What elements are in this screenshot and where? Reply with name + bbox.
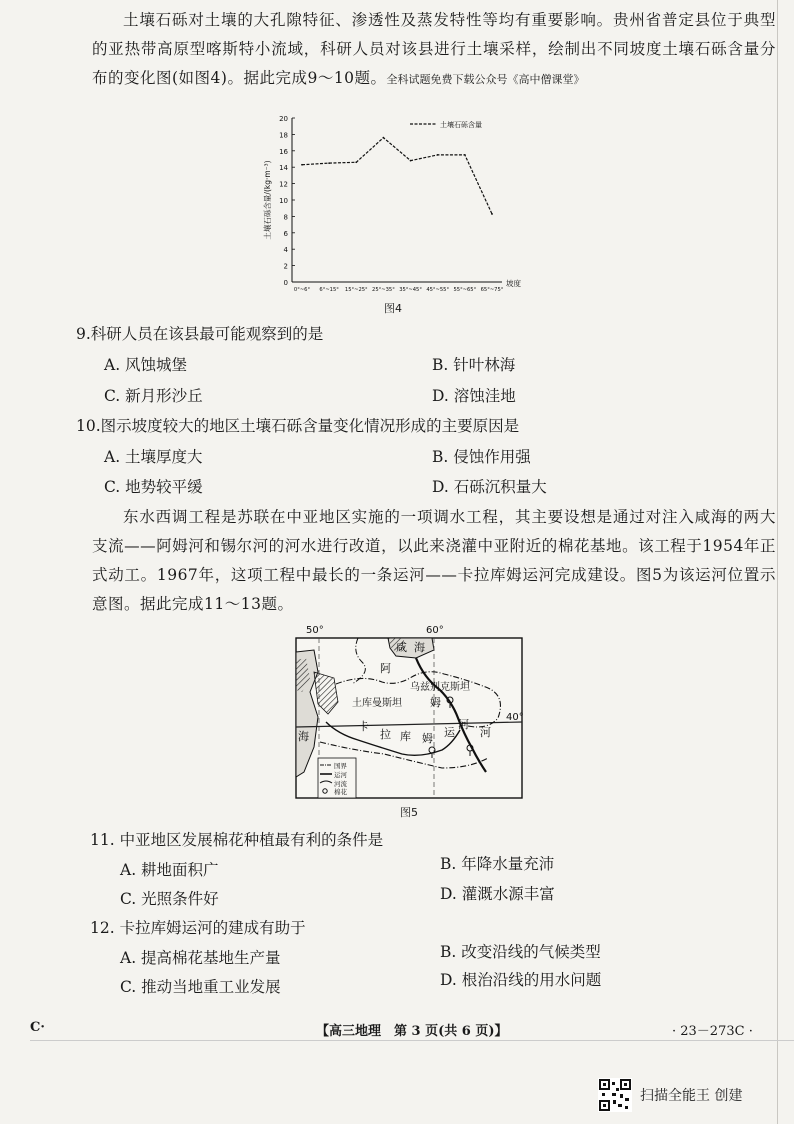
y-tick-label-3: 6 <box>283 229 288 238</box>
label-canal-5: 运 <box>444 726 455 739</box>
q9-option-d[interactable]: D. 溶蚀洼地 <box>432 387 516 405</box>
x-tick-label-0: 0°~6° <box>293 287 311 293</box>
y-axis-label: 土壤石砾含量/(kg·m⁻³) <box>263 160 272 240</box>
data-point-6 <box>464 154 466 156</box>
x-axis-label: 坡度 <box>506 279 521 288</box>
x-tick-label-4: 35°~45° <box>399 287 422 293</box>
label-uzbekistan: 乌兹别克斯坦 <box>410 682 470 693</box>
y-tick-label-7: 14 <box>279 164 288 173</box>
y-tick-label-8: 16 <box>279 147 288 156</box>
label-caspian: 海 <box>298 730 309 743</box>
label-canal-4: 姆 <box>422 732 433 745</box>
x-tick-label-1: 6°~15° <box>319 287 339 293</box>
qr-code-icon <box>598 1078 632 1112</box>
q11-option-b[interactable]: B. 年降水量充沛 <box>440 855 555 873</box>
q10-option-b[interactable]: B. 侵蚀作用强 <box>432 448 531 466</box>
y-tick-label-10: 20 <box>279 115 288 123</box>
q9-option-c[interactable]: C. 新月形沙丘 <box>104 387 203 405</box>
q12-option-a[interactable]: A. 提高棉花基地生产量 <box>120 949 281 967</box>
data-point-4 <box>410 160 412 162</box>
y-tick-label-0: 0 <box>283 279 288 287</box>
y-tick-label-2: 4 <box>283 246 288 255</box>
q11-option-c[interactable]: C. 光照条件好 <box>120 890 219 908</box>
data-point-3 <box>383 137 385 139</box>
data-point-2 <box>355 161 357 163</box>
passage-1: 土壤石砾对土壤的大孔隙特征、渗透性及蒸发特性等均有重要影响。贵州省普定县位于典型的亚热带高原型喀斯特小流域，科研人员对该县进行土壤采样，绘制出不同坡度土壤石砾含量分布的变化图(如图4)。据此完成9～10题。全科试题免费下载公众号《高中僧课堂》 <box>92 11 776 87</box>
data-point-5 <box>437 154 439 156</box>
label-lon-50: 50° <box>306 625 324 636</box>
q12-option-b[interactable]: B. 改变沿线的气候类型 <box>440 943 601 961</box>
legend-label: 土壤石砾含量 <box>440 121 482 129</box>
label-canal-6: 河 <box>458 718 469 731</box>
figure-4-chart <box>260 110 530 310</box>
legend-label-boundary: 国界 <box>334 762 347 770</box>
label-canal-3: 库 <box>400 730 411 743</box>
footer-divider <box>30 1040 794 1041</box>
footer-page-info: 【高三地理 第 3 页(共 6 页)】 <box>316 1024 508 1039</box>
data-point-7 <box>491 213 493 215</box>
label-canal-2: 拉 <box>380 728 391 741</box>
question-10-stem: 10.图示坡度较大的地区土壤石砾含量变化情况形成的主要原因是 <box>76 417 520 435</box>
question-11-stem: 11. 中亚地区发展棉花种植最有利的条件是 <box>90 831 384 849</box>
legend-label-river: 河流 <box>334 780 347 788</box>
label-river-he: 河 <box>480 726 491 739</box>
scan-edge-line <box>777 0 778 1124</box>
y-tick-label-6: 12 <box>279 180 288 189</box>
figure-4-caption: 图4 <box>384 302 402 315</box>
label-aral-1: 咸 <box>396 641 407 654</box>
question-9-stem: 9.科研人员在该县最可能观察到的是 <box>76 325 324 343</box>
x-tick-label-2: 15°~25° <box>344 287 368 293</box>
label-river-a: 阿 <box>380 662 391 675</box>
q10-option-a[interactable]: A. 土壤厚度大 <box>104 448 203 466</box>
footer-code: · 23－273C · <box>672 1024 753 1039</box>
x-tick-label-6: 55°~65° <box>453 287 477 293</box>
q11-option-a[interactable]: A. 耕地面积广 <box>120 861 219 879</box>
label-turkmenistan: 土库曼斯坦 <box>352 698 402 709</box>
legend-label-canal: 运河 <box>334 771 347 779</box>
q12-option-c[interactable]: C. 推动当地重工业发展 <box>120 978 281 996</box>
scanner-watermark: 扫描全能王 创建 <box>640 1088 743 1104</box>
q9-option-a[interactable]: A. 风蚀城堡 <box>104 356 188 374</box>
q9-option-b[interactable]: B. 针叶林海 <box>432 356 516 374</box>
y-tick-label-5: 10 <box>279 197 288 205</box>
question-12-stem: 12. 卡拉库姆运河的建成有助于 <box>90 919 306 937</box>
q11-option-d[interactable]: D. 灌溉水源丰富 <box>440 885 555 903</box>
passage-2: 东水西调工程是苏联在中亚地区实施的一项调水工程，其主要设想是通过对注入咸海的两大支流——阿姆河和锡尔河的河水进行改道，以此来浇灌中亚附近的棉花基地。该工程于1954年正式动工。1967年，这项工程中最长的一条运河——卡拉库姆运河完成建设。图5为该运河位置示意图。据此完成11～13题。 <box>92 508 776 613</box>
q12-option-d[interactable]: D. 根治沿线的用水问题 <box>440 971 602 989</box>
passage-1-note: 全科试题免费下载公众号《高中僧课堂》 <box>386 73 585 86</box>
x-tick-label-5: 45°~55° <box>426 287 450 293</box>
data-point-1 <box>328 162 330 164</box>
figure-5-map <box>292 622 530 802</box>
line-chart-svg <box>260 110 530 310</box>
footer-left-mark: C· <box>30 1020 45 1035</box>
q10-option-c[interactable]: C. 地势较平缓 <box>104 478 203 496</box>
x-tick-label-7: 65°~75° <box>480 287 504 293</box>
x-tick-label-3: 25°~35° <box>372 287 395 293</box>
label-canal-1: 卡 <box>358 720 369 733</box>
map-svg <box>292 622 530 802</box>
label-lat-40: 40° <box>506 712 524 723</box>
series-line-0 <box>302 138 492 214</box>
figure-5-caption: 图5 <box>400 806 418 819</box>
y-tick-label-4: 8 <box>283 213 288 222</box>
y-tick-label-1: 2 <box>283 262 288 271</box>
y-tick-label-9: 18 <box>279 131 288 140</box>
legend-label-cotton: 棉花 <box>334 788 347 796</box>
label-lon-60: 60° <box>426 625 444 636</box>
q10-option-d[interactable]: D. 石砾沉积量大 <box>432 478 547 496</box>
data-point-0 <box>301 164 303 166</box>
label-aral-2: 海 <box>414 641 425 654</box>
label-river-mu: 姆 <box>430 696 441 709</box>
